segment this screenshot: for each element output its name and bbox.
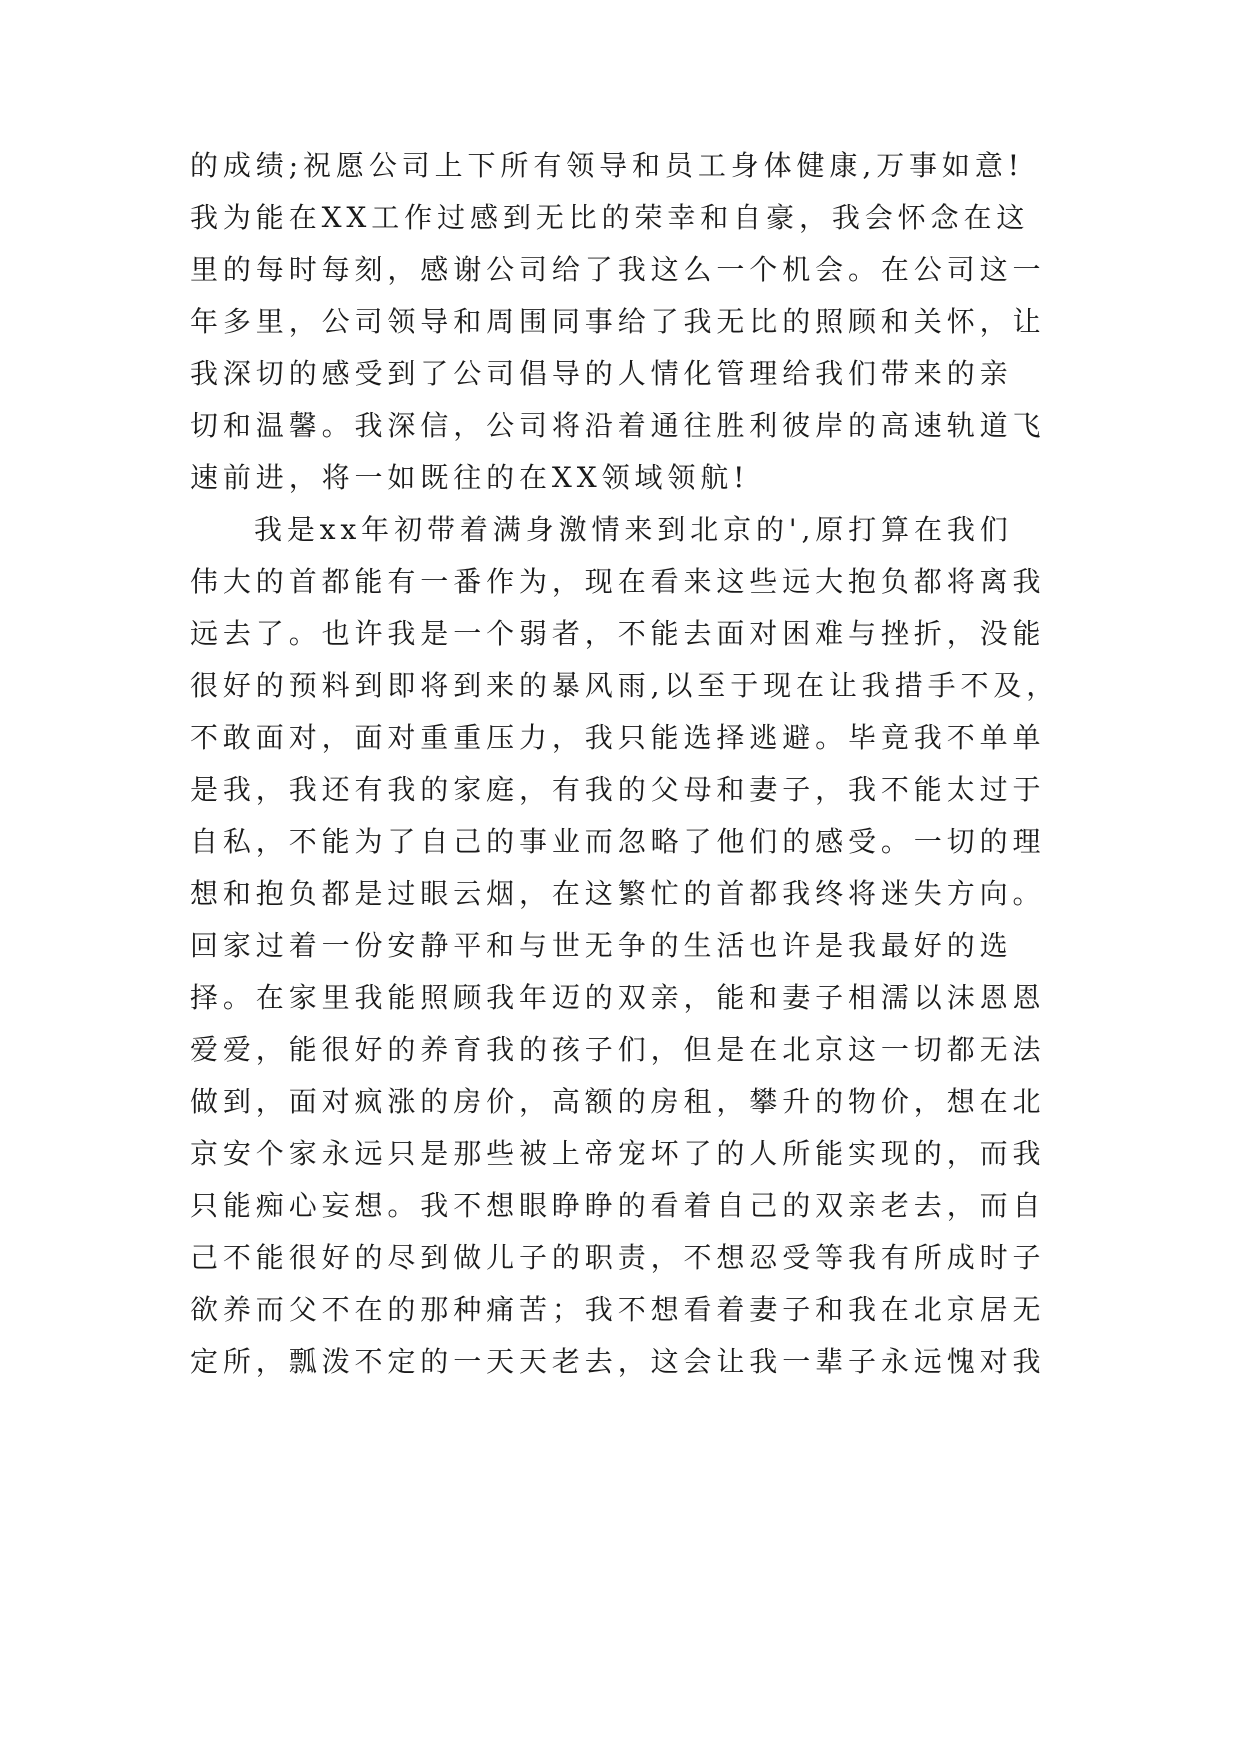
paragraph-first-line: 我是xx年初带着满身激情来到北京的',原打算在我们: [254, 513, 1013, 546]
text-line: 想和抱负都是过眼云烟，在这繁忙的首都我终将迷失方向。: [190, 877, 1046, 910]
text-line: 自私，不能为了自己的事业而忽略了他们的感受。一切的理: [190, 825, 1046, 858]
text-line: 的成绩;祝愿公司上下所有领导和员工身体健康,万事如意!: [190, 149, 1024, 182]
text-line: 远去了。也许我是一个弱者，不能去面对困难与挫折，没能: [190, 617, 1046, 650]
text-line: 速前进，将一如既往的在XX领域领航!: [190, 461, 750, 494]
text-line: 只能痴心妄想。我不想眼睁睁的看着自己的双亲老去，而自: [190, 1189, 1046, 1222]
text-line: 我为能在XX工作过感到无比的荣幸和自豪，我会怀念在这: [190, 201, 1030, 234]
text-line: 不敢面对，面对重重压力，我只能选择逃避。毕竟我不单单: [190, 721, 1046, 754]
text-line: 爱爱，能很好的养育我的孩子们，但是在北京这一切都无法: [190, 1033, 1046, 1066]
text-line: 里的每时每刻，感谢公司给了我这么一个机会。在公司这一: [190, 253, 1046, 286]
text-line: 年多里，公司领导和周围同事给了我无比的照顾和关怀，让: [190, 305, 1046, 338]
text-line: 择。在家里我能照顾我年迈的双亲，能和妻子相濡以沫恩恩: [190, 981, 1046, 1014]
text-line: 己不能很好的尽到做儿子的职责，不想忍受等我有所成时子: [190, 1241, 1046, 1274]
text-line: 京安个家永远只是那些被上帝宠坏了的人所能实现的，而我: [190, 1137, 1046, 1170]
text-line: 定所，瓢泼不定的一天天老去，这会让我一辈子永远愧对我: [190, 1345, 1046, 1378]
text-line: 欲养而父不在的那种痛苦；我不想看着妻子和我在北京居无: [190, 1293, 1046, 1326]
text-line: 伟大的首都能有一番作为，现在看来这些远大抱负都将离我: [190, 565, 1046, 598]
text-line: 回家过着一份安静平和与世无争的生活也许是我最好的选: [190, 929, 1013, 962]
text-line: 我深切的感受到了公司倡导的人情化管理给我们带来的亲: [190, 357, 1013, 390]
text-line: 是我，我还有我的家庭，有我的父母和妻子，我不能太过于: [190, 773, 1046, 806]
text-line: 切和温馨。我深信，公司将沿着通往胜利彼岸的高速轨道飞: [190, 409, 1046, 442]
text-line: 做到，面对疯涨的房价，高额的房租，攀升的物价，想在北: [190, 1085, 1046, 1118]
text-line: 很好的预料到即将到来的暴风雨,以至于现在让我措手不及，: [190, 669, 1060, 702]
